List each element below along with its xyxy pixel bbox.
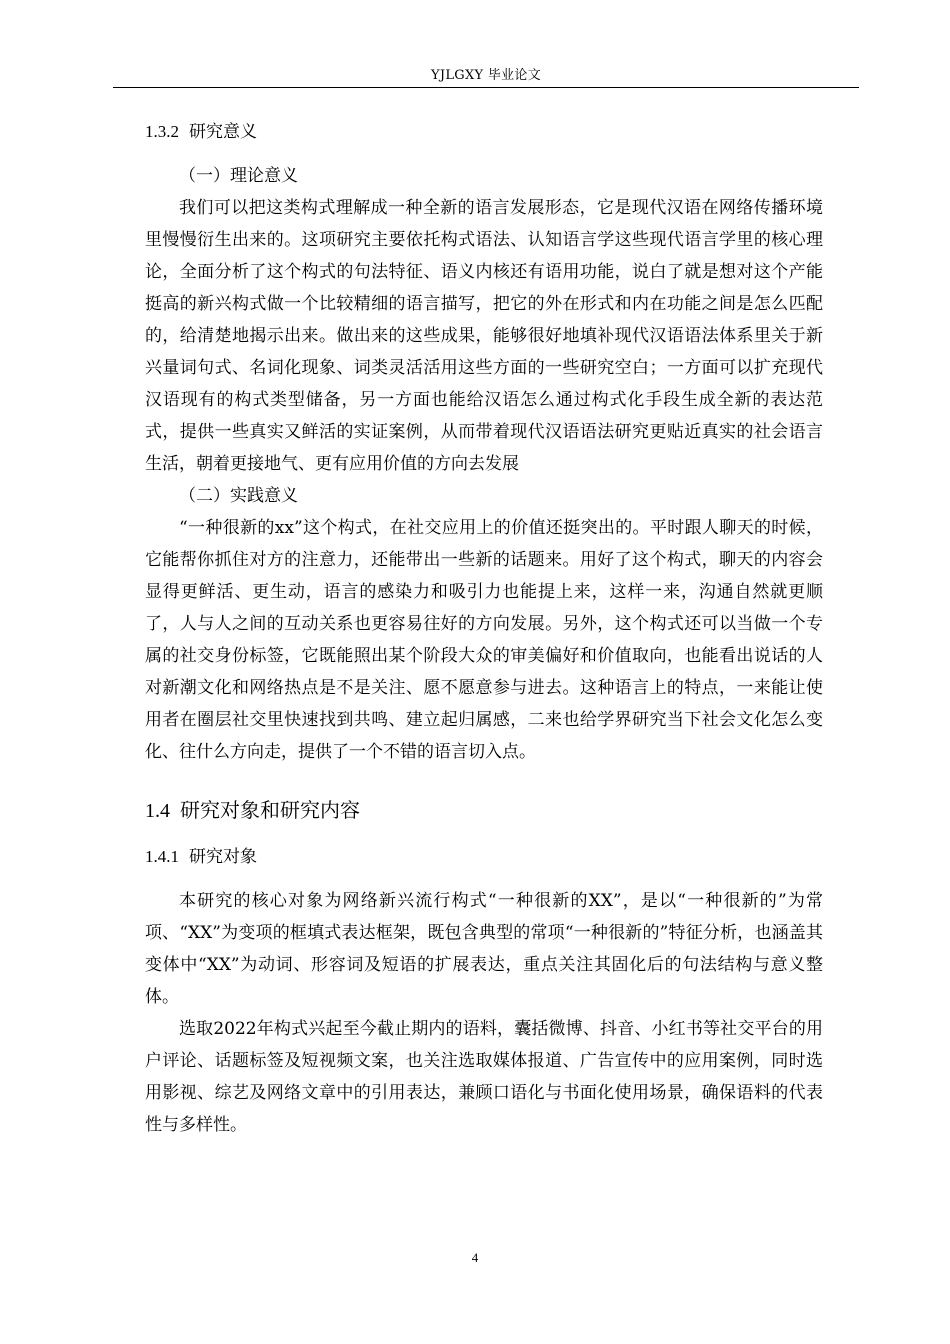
section-heading-1-4-1 (145, 843, 823, 871)
section-heading-1-4 (145, 794, 823, 827)
section-title: 研究对象和研究内容 (180, 798, 360, 822)
paragraph-object: 本研究的核心对象为网络新兴流行构式“一种很新的XX”，是以“一种很新的”为常项、“XX”为变项的框填式表达框架，既包含典型的常项“一种很新的”特征分析，也涵盖其变体中“XX”为动词、形容词及短语的扩展表达，重点关注其固化后的句法结构与意义整体。 (145, 891, 823, 1007)
page-number: 4 (471, 1250, 479, 1265)
page-header: YJLGXY 毕业论文 (430, 68, 542, 83)
header-rule (113, 87, 859, 88)
page-content (145, 118, 823, 1141)
paragraph-practice: “一种很新的xx”这个构式，在社交应用上的价值还挺突出的。平时跟人聊天的时候，它能帮你抓住对方的注意力，还能带出一些新的话题来。用好了这个构式，聊天的内容会显得更鲜活、更生动，语言的感染力和吸引力也能提上来，这样一来，沟通自然就更顺了，人与人之间的互动关系也更容易往好的方向发展。另外，这个构式还可以当做一个专属的社交身份标签，它既能照出某个阶段大众的审美偏好和价值取向，也能看出说话的人对新潮文化和网络热点是不是关注、愿不愿意参与进去。这种语言上的特点，一来能让使用者在圈层社交里快速找到共鸣、建立起归属感，二来也给学界研究当下社会文化怎么变化、往什么方向走，提供了一个不错的语言切入点。 (145, 518, 823, 762)
section-number: 1.3.2 (145, 122, 179, 141)
subheading-theory: （一）理论意义 (179, 166, 298, 186)
paragraph-corpus: 选取2022年构式兴起至今截止期内的语料，囊括微博、抖音、小红书等社交平台的用户评论、话题标签及短视频文案，也关注选取媒体报道、广告宣传中的应用案例，同时选用影视、综艺及网络文章中的引用表达，兼顾口语化与书面化使用场景，确保语料的代表性与多样性。 (145, 1019, 823, 1135)
section-title: 研究意义 (189, 122, 257, 142)
section-number: 1.4 (145, 800, 170, 822)
subheading-practice: （二）实践意义 (179, 486, 298, 506)
section-heading-1-3-2 (145, 118, 823, 146)
paragraph-theory: 我们可以把这类构式理解成一种全新的语言发展形态，它是现代汉语在网络传播环境里慢慢衍生出来的。这项研究主要依托构式语法、认知语言学这些现代语言学里的核心理论，全面分析了这个构式的句法特征、语义内核还有语用功能，说白了就是想对这个产能挺高的新兴构式做一个比较精细的语言描写，把它的外在形式和内在功能之间是怎么匹配的，给清楚地揭示出来。做出来的这些成果，能够很好地填补现代汉语语法体系里关于新兴量词句式、名词化现象、词类灵活活用这些方面的一些研究空白；一方面可以扩充现代汉语现有的构式类型储备，另一方面也能给汉语怎么通过构式化手段生成全新的表达范式，提供一些真实又鲜活的实证案例，从而带着现代汉语语法研究更贴近真实的社会语言生活，朝着更接地气、更有应用价值的方向去发展 (145, 198, 823, 474)
section-title: 研究对象 (189, 847, 257, 867)
section-number: 1.4.1 (145, 847, 179, 866)
